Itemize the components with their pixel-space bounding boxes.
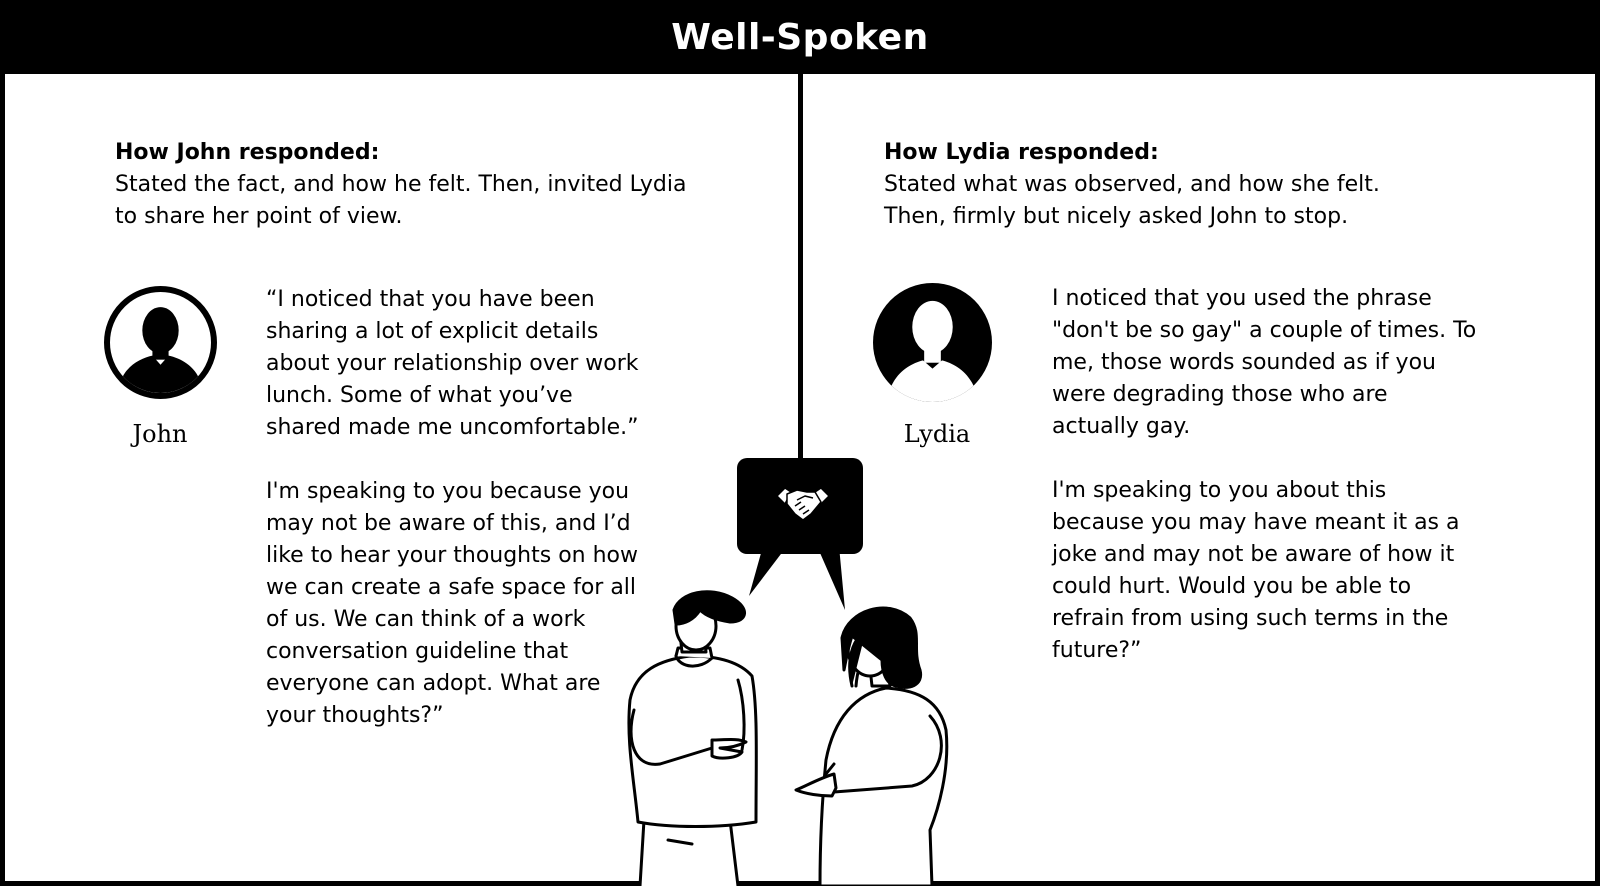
page-title: Well-Spoken xyxy=(671,16,929,58)
man-figure xyxy=(629,592,756,886)
two-people-talking-illustration xyxy=(620,590,980,886)
page-title-bar xyxy=(0,0,1600,74)
john-avatar xyxy=(104,286,217,399)
lydia-response-text-line1: Stated what was observed, and how she felt. xyxy=(884,172,1380,197)
lydia-quote-part1: I noticed that you used the phrase "don't be so gay" a couple of times. To me, those words sounded as if you were degrading those who are actually gay. xyxy=(1052,286,1477,439)
john-quote-part2: I'm speaking to you because you may not be aware of this, and I’d like to hear your thoughts on how we can create a safe space for all of us. We can think of a work conversation guideline that everyone can adopt. What are your thoughts?” xyxy=(266,479,639,728)
lydia-name-label: Lydia xyxy=(903,420,971,448)
lydia-avatar xyxy=(873,283,992,402)
john-response-heading: How John responded: xyxy=(115,140,380,165)
john-response-summary xyxy=(115,137,715,233)
john-response-text: Stated the fact, and how he felt. Then, invited Lydia to share her point of view. xyxy=(115,172,687,229)
male-silhouette-icon xyxy=(110,292,211,393)
woman-figure xyxy=(796,608,947,886)
john-quote-part1: “I noticed that you have been sharing a lot of explicit details about your relationship over work lunch. Some of what you’ve shared made me uncomfortable.” xyxy=(266,287,639,440)
center-divider xyxy=(798,72,803,462)
lydia-response-heading: How Lydia responded: xyxy=(884,140,1159,165)
female-silhouette-icon xyxy=(873,283,992,402)
lydia-response-text-line2: Then, firmly but nicely asked John to stop. xyxy=(884,204,1349,229)
john-name-label: John xyxy=(132,420,188,448)
lydia-response-summary xyxy=(884,137,1524,233)
lydia-quote-part2: I'm speaking to you about this because you may have meant it as a joke and may not be aware of how it could hurt. Would you be able to refrain from using such terms in the future?” xyxy=(1052,478,1460,663)
